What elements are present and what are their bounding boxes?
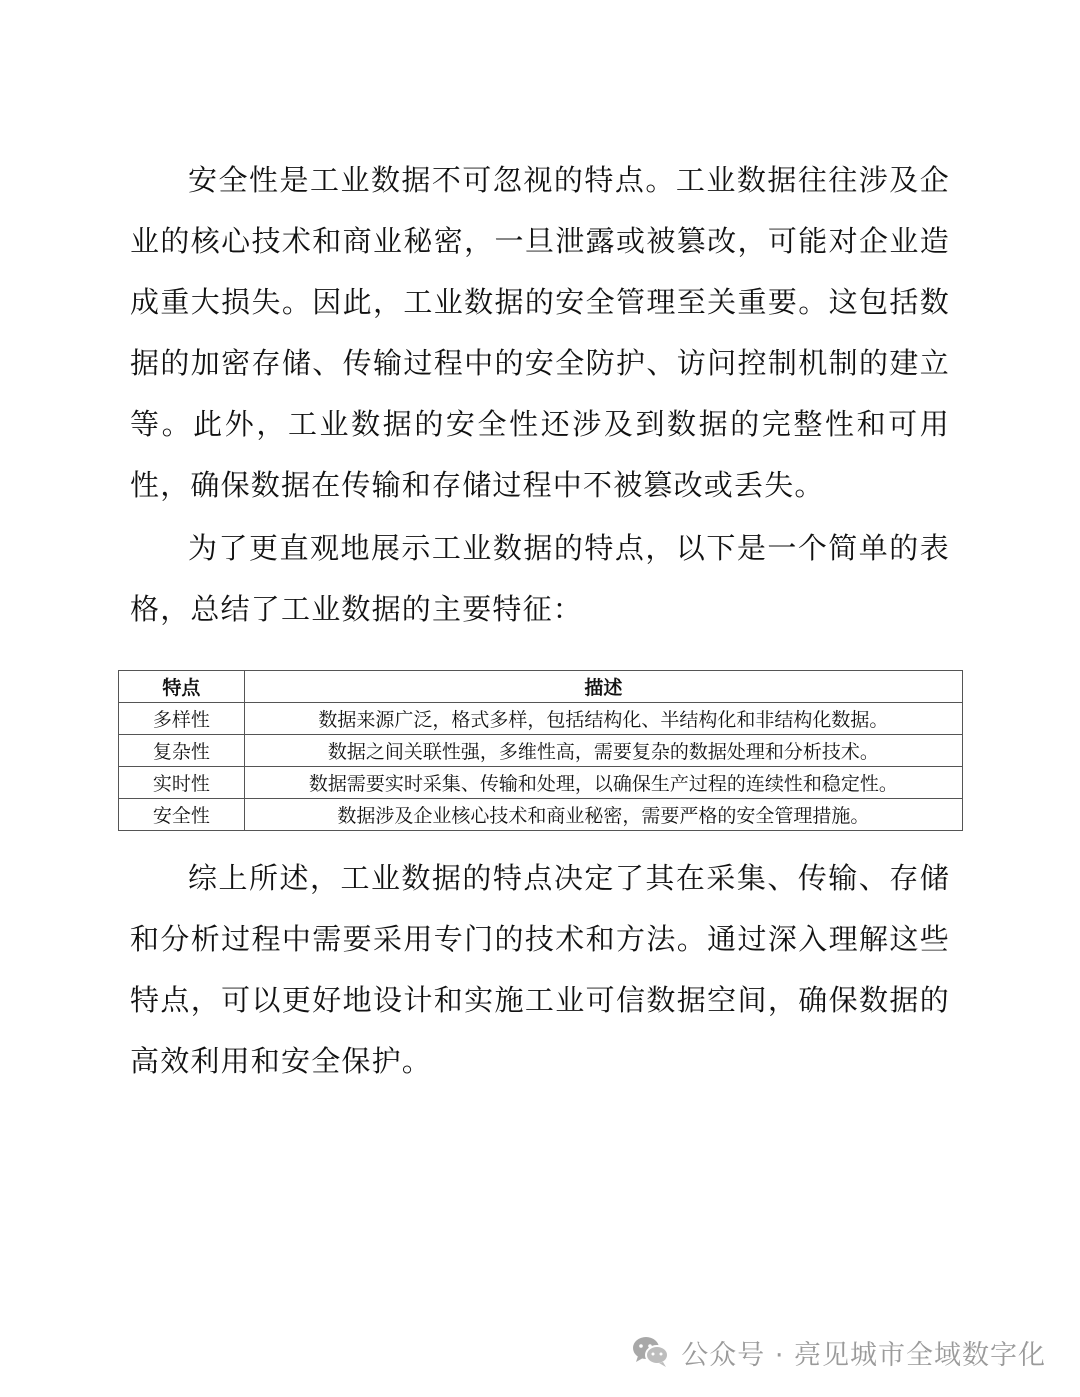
table-cell-feature: 实时性 — [119, 767, 245, 799]
table-header-feature: 特点 — [119, 671, 245, 703]
table-cell-description: 数据来源广泛，格式多样，包括结构化、半结构化和非结构化数据。 — [244, 703, 962, 735]
table-header-description: 描述 — [244, 671, 962, 703]
paragraph-summary: 综上所述，工业数据的特点决定了其在采集、传输、存储和分析过程中需要采用专门的技术和方法。通过深入理解这些特点，可以更好地设计和实施工业可信数据空间，确保数据的高效利用和安全保护。 — [130, 861, 950, 1078]
table-header-row — [119, 671, 963, 703]
features-table — [118, 670, 963, 831]
table-row — [119, 799, 963, 831]
watermark-text: 公众号 · 亮见城市全域数字化 — [681, 1339, 1046, 1371]
paragraph-table-intro: 为了更直观地展示工业数据的特点，以下是一个简单的表格，总结了工业数据的主要特征： — [130, 531, 950, 626]
watermark — [631, 1330, 1046, 1374]
table-cell-description: 数据需要实时采集、传输和处理，以确保生产过程的连续性和稳定性。 — [244, 767, 962, 799]
table-cell-feature: 多样性 — [119, 703, 245, 735]
table-cell-description: 数据之间关联性强，多维性高，需要复杂的数据处理和分析技术。 — [244, 735, 962, 767]
table-cell-feature: 复杂性 — [119, 735, 245, 767]
paragraph-security: 安全性是工业数据不可忽视的特点。工业数据往往涉及企业的核心技术和商业秘密，一旦泄露或被篡改，可能对企业造成重大损失。因此，工业数据的安全管理至关重要。这包括数据的加密存储、传输过程中的安全防护、访问控制机制的建立等。此外，工业数据的安全性还涉及到数据的完整性和可用性，确保数据在传输和存储过程中不被篡改或丢失。 — [130, 163, 950, 502]
table-row — [119, 735, 963, 767]
table-row — [119, 703, 963, 735]
table-row — [119, 767, 963, 799]
table-cell-feature: 安全性 — [119, 799, 245, 831]
wechat-icon — [631, 1335, 671, 1369]
table-cell-description: 数据涉及企业核心技术和商业秘密，需要严格的安全管理措施。 — [244, 799, 962, 831]
